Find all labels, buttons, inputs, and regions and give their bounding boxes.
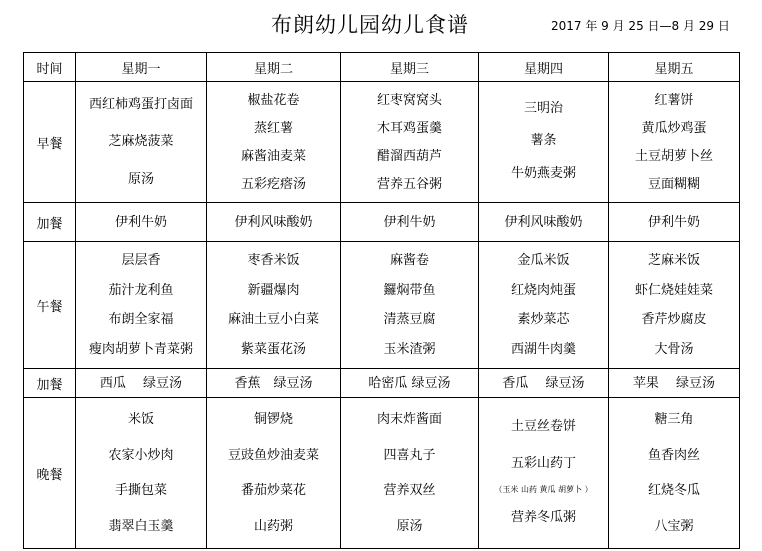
dish: 醋溜西葫芦 [376,148,442,164]
dish: 土豆丝卷饼 [510,418,576,434]
dish: 紫菜蛋花汤 [240,341,306,357]
menu-cell [479,203,609,242]
menu-cell [609,82,740,203]
dish-ingredients-note: （玉米 山药 黄瓜 胡萝卜 ） [494,485,593,495]
menu-cell [207,82,341,203]
header-monday: 星期一 [76,53,207,82]
dish: 红烧冬瓜 [647,483,700,499]
menu-cell [341,82,479,203]
dish: 豆豉鱼炒油麦菜 [227,447,319,463]
dish: 茄汁龙利鱼 [108,282,174,298]
dish: 肉末炸酱面 [376,412,442,428]
dish: 玉米渣粥 [383,341,436,357]
dish: 山药粥 [253,518,293,534]
dish: 新疆爆肉 [247,282,300,298]
meal-label: 加餐 [24,369,76,398]
dish: 鱼香肉丝 [647,447,700,463]
dish: 八宝粥 [654,518,694,534]
header-time: 时间 [24,53,76,82]
dish: 麻油土豆小白菜 [227,312,319,328]
dish: 枣香米饭 [247,253,300,269]
dish: 五彩疙瘩汤 [240,176,306,192]
menu-table [23,52,740,549]
dish: 鑼焖带鱼 [383,282,436,298]
menu-cell [479,242,609,369]
menu-cell [609,242,740,369]
menu-cell [479,82,609,203]
menu-cell [76,369,207,398]
dish: 西湖牛肉羹 [510,341,576,357]
menu-cell [76,82,207,203]
menu-cell [609,369,740,398]
dish: 伊利风味酸奶 [504,214,583,230]
dish: 糖三角 [654,412,694,428]
dish: 四喜丸子 [383,447,436,463]
dish: 香蕉 绿豆汤 [234,375,313,391]
page-title: 布朗幼儿园幼儿食谱 [271,13,469,37]
header-wednesday: 星期三 [341,53,479,82]
menu-cell [341,242,479,369]
dish: 芝麻烧菠菜 [108,134,174,150]
dish: 营养冬瓜粥 [510,510,576,526]
dish: 三明治 [523,100,563,116]
dish: 手撕包菜 [114,483,167,499]
dish: 瘦肉胡萝卜青菜粥 [88,341,193,357]
dish: 芝麻米饭 [647,253,700,269]
menu-cell [479,398,609,549]
menu-cell [207,398,341,549]
dish: 伊利牛奶 [647,214,700,230]
dish: 农家小炒肉 [108,447,174,463]
dish: 薯条 [530,133,557,149]
dish: 伊利风味酸奶 [234,214,313,230]
dish: 层层香 [121,253,161,269]
menu-cell [76,203,207,242]
dish: 营养双丝 [383,483,436,499]
menu-cell [341,203,479,242]
breakfast-row [24,82,740,203]
dish: 木耳鸡蛋羹 [376,120,442,136]
dish: 布朗全家福 [108,312,174,328]
menu-cell [207,369,341,398]
dish: 黄瓜炒鸡蛋 [641,120,707,136]
dish: 番茄炒菜花 [240,483,306,499]
dish: 米饭 [127,412,154,428]
snack-row [24,203,740,242]
dish: 麻酱油麦菜 [240,148,306,164]
dish: 红枣窝窝头 [376,92,442,108]
menu-cell [479,369,609,398]
dish: 香芹炒腐皮 [641,312,707,328]
dish: 大骨汤 [654,341,694,357]
menu-cell [341,398,479,549]
meal-label: 早餐 [24,82,76,203]
dish: 铜锣烧 [253,412,293,428]
dish: 椒盐花卷 [247,92,300,108]
dish: 素炒菜芯 [517,312,570,328]
lunch-row [24,242,740,369]
dish: 香瓜 绿豆汤 [502,375,585,391]
dish: 五彩山药丁 [510,455,576,471]
dish: 伊利牛奶 [383,214,436,230]
dish: 苹果 绿豆汤 [632,375,716,391]
dish: 虾仁烧娃娃菜 [634,282,713,298]
dish: 西红柿鸡蛋打卤面 [88,97,193,113]
date-range: 2017 年 9 月 25 日—8 月 29 日 [551,19,730,33]
dinner-row [24,398,740,549]
meal-label: 加餐 [24,203,76,242]
header-friday: 星期五 [609,53,740,82]
dish: 伊利牛奶 [114,214,167,230]
menu-cell [207,242,341,369]
dish: 金瓜米饭 [517,253,570,269]
dish: 红薯饼 [654,92,694,108]
menu-cell [609,203,740,242]
dish: 豆面糊糊 [647,176,700,192]
header-thursday: 星期四 [479,53,609,82]
header-row [24,53,740,82]
menu-cell [341,369,479,398]
snack-row [24,369,740,398]
dish: 哈密瓜 绿豆汤 [368,375,451,391]
dish: 蒸红薯 [253,120,293,136]
dish: 西瓜 绿豆汤 [99,375,183,391]
menu-cell [76,398,207,549]
dish: 原汤 [396,518,423,534]
meal-label: 午餐 [24,242,76,369]
dish: 土豆胡萝卜丝 [634,148,713,164]
dish: 营养五谷粥 [376,176,442,192]
menu-cell [76,242,207,369]
header-tuesday: 星期二 [207,53,341,82]
dish: 麻酱卷 [389,253,429,269]
dish: 清蒸豆腐 [383,312,436,328]
dish: 原汤 [127,171,154,187]
dish: 牛奶燕麦粥 [510,166,576,182]
menu-cell [609,398,740,549]
menu-cell [207,203,341,242]
dish: 红烧肉炖蛋 [510,282,576,298]
meal-label: 晚餐 [24,398,76,549]
dish: 翡翠白玉羹 [108,518,174,534]
